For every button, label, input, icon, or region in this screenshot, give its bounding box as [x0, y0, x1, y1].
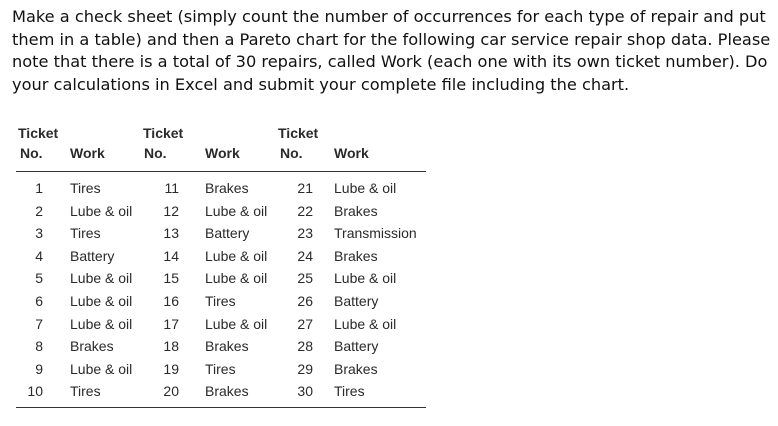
header-ticket-3: Ticket	[278, 125, 319, 141]
instructions-line: Make a check sheet (simply count the number of occurrences for each type of repair and put	[12, 7, 766, 26]
ticket-number: 18	[163, 338, 179, 355]
ticket-number: 29	[297, 360, 313, 377]
work-type: Tires	[334, 383, 365, 400]
table-body	[16, 177, 428, 403]
table-row	[16, 358, 428, 381]
table-row	[16, 200, 428, 223]
work-type: Tires	[205, 292, 236, 309]
ticket-number: 19	[163, 360, 179, 377]
ticket-number: 11	[164, 180, 179, 196]
instructions-paragraph	[12, 6, 774, 96]
table-row	[16, 245, 428, 268]
work-type: Lube & oil	[205, 202, 268, 219]
work-type: Lube & oil	[70, 202, 133, 219]
work-type: Brakes	[205, 180, 249, 196]
ticket-number: 6	[35, 292, 43, 309]
table-row	[16, 380, 428, 403]
work-type: Transmission	[334, 225, 417, 242]
work-type: Brakes	[205, 383, 249, 400]
work-type: Brakes	[205, 338, 249, 355]
ticket-number: 10	[27, 383, 43, 400]
ticket-number: 2	[35, 202, 43, 219]
work-type: Tires	[70, 383, 101, 400]
work-type: Tires	[70, 225, 101, 242]
work-type: Lube & oil	[205, 315, 268, 332]
ticket-number: 15	[163, 270, 179, 287]
header-work-1: Work	[70, 145, 105, 161]
repair-data-table	[16, 124, 428, 400]
work-type: Tires	[205, 360, 236, 377]
work-type: Lube & oil	[70, 315, 133, 332]
header-no-2: No.	[144, 145, 167, 161]
header-work-3: Work	[334, 145, 369, 161]
header-no-3: No.	[280, 145, 303, 161]
ticket-number: 23	[297, 225, 313, 242]
table-row	[16, 222, 428, 245]
ticket-number: 1	[35, 180, 43, 196]
ticket-number: 12	[163, 202, 179, 219]
ticket-number: 16	[163, 292, 179, 309]
ticket-number: 9	[35, 360, 43, 377]
header-divider	[16, 171, 426, 172]
ticket-number: 14	[163, 247, 179, 264]
instructions-line: them in a table) and then a Pareto chart for the following car service repair shop data. Please	[12, 29, 771, 49]
work-type: Lube & oil	[334, 315, 397, 332]
ticket-number: 27	[297, 315, 313, 332]
ticket-number: 25	[297, 270, 313, 287]
ticket-number: 13	[163, 225, 179, 242]
header-no-1: No.	[20, 145, 43, 161]
header-ticket-1: Ticket	[18, 125, 59, 141]
ticket-number: 17	[163, 315, 179, 332]
ticket-number: 21	[297, 180, 313, 196]
table-row	[16, 177, 428, 200]
work-type: Battery	[334, 338, 379, 355]
work-type: Brakes	[334, 247, 378, 264]
work-type: Lube & oil	[205, 247, 268, 264]
table-row	[16, 267, 428, 290]
ticket-number: 7	[35, 315, 43, 332]
ticket-number: 5	[35, 270, 43, 287]
ticket-number: 8	[35, 338, 43, 355]
table-row	[16, 313, 428, 336]
work-type: Lube & oil	[205, 270, 268, 287]
ticket-number: 26	[297, 292, 313, 309]
header-work-2: Work	[205, 145, 240, 161]
ticket-number: 24	[297, 247, 313, 264]
work-type: Brakes	[70, 338, 114, 355]
instructions-line: your calculations in Excel and submit your complete file including the chart.	[12, 74, 630, 94]
work-type: Lube & oil	[334, 270, 397, 287]
work-type: Lube & oil	[70, 270, 133, 287]
table-row	[16, 290, 428, 313]
instructions-line: note that there is a total of 30 repairs, called Work (each one with its own ticket number). Do	[12, 52, 768, 72]
table-header	[16, 124, 428, 168]
ticket-number: 20	[163, 383, 179, 400]
work-type: Tires	[70, 180, 101, 196]
header-ticket-2: Ticket	[143, 125, 184, 141]
work-type: Lube & oil	[334, 180, 397, 196]
work-type: Lube & oil	[70, 292, 133, 309]
work-type: Battery	[205, 225, 250, 242]
ticket-number: 28	[297, 338, 313, 355]
ticket-number: 4	[35, 247, 43, 264]
ticket-number: 30	[297, 383, 313, 400]
work-type: Battery	[334, 292, 379, 309]
ticket-number: 3	[35, 225, 43, 242]
work-type: Brakes	[334, 202, 378, 219]
table-bottom-rule	[16, 407, 426, 408]
work-type: Battery	[70, 247, 115, 264]
work-type: Brakes	[334, 360, 378, 377]
table-row	[16, 335, 428, 358]
work-type: Lube & oil	[70, 360, 133, 377]
ticket-number: 22	[297, 202, 313, 219]
